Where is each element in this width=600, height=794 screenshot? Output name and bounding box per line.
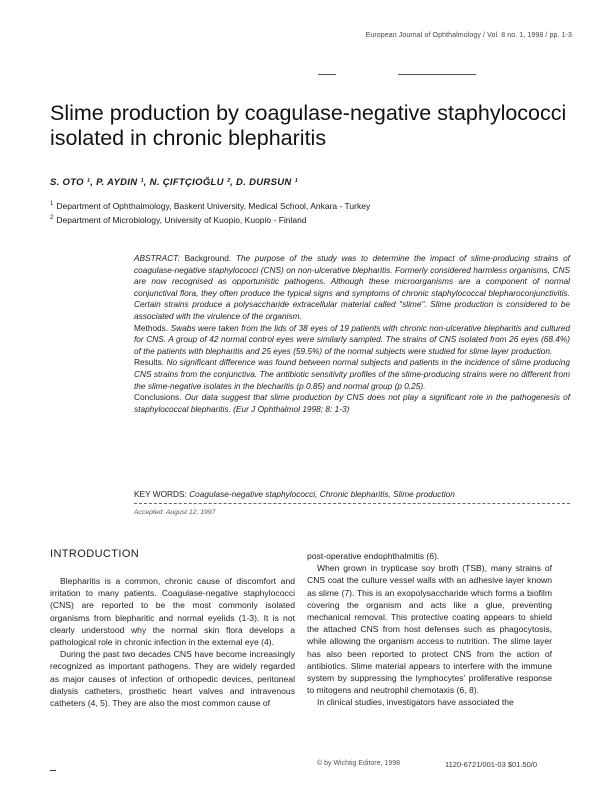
keywords-divider [134, 503, 570, 504]
results-lead: Results. [134, 357, 164, 368]
footer-copyright: © by Wichtig Editore, 1998 [317, 760, 400, 767]
conclusions-lead: Conclusions. [134, 392, 182, 403]
paragraph: During the past two decades CNS have become increasingly recognized as important pathogens. They are widely regarded as major causes of infection of orthopedic devices, peritoneal dialysis catheters, prosthetic heart valves and intravenous catheters (4, 5). They are also the most common cause of [50, 649, 295, 709]
affiliation-2: $^2$ Department of Microbiology, University of Kuopio, Kuopio - Finland [50, 214, 307, 225]
abstract-conclusions [134, 392, 570, 415]
paragraph: In clinical studies, investigators have associated the [317, 697, 514, 708]
affiliation-1: $^1$ Department of Ophthalmology, Baskent University, Medical School, Ankara - Turkey [50, 200, 371, 211]
section-title-introduction: INTRODUCTION [50, 548, 140, 560]
header-rule-long [398, 74, 476, 75]
keywords-text: Coagulase-negative staphylococci, Chronic blepharitis, Slime production [189, 489, 455, 499]
results-text: No significant difference was found between normal subjects and patients in the incidence of slime producing CNS strains from the conjunctiva. The antibiotic sensitivity profiles of the slime-producing strains were no different from the slime-negative isolates in the blecharitis (p 0.85) and normal group (p 0.25). [134, 357, 570, 391]
footer-code: 1120-6721/001-03 $01.50/0 [445, 760, 538, 769]
abstract-results [134, 357, 570, 392]
conclusions-text: Our data suggest that slime production by CNS does not play a significant role in the pathogenesis of staphylococcal blepharitis. (Eur J Ophthalmol 1998; 8: 1-3) [134, 392, 571, 414]
abstract [134, 253, 570, 415]
paragraph: Blepharitis is a common, chronic cause of discomfort and irritation to many patients. Coagulase-negative staphylococci (CNS) are reported to be the most commonly isolated organisms from blepharitic and normal eyelids (1-3). It is not clearly understood why the normal skin flora develops a pathological role in chronic infection in the external eye (4). [50, 576, 295, 648]
keywords [134, 489, 570, 499]
abstract-label: ABSTRACT: [134, 253, 180, 263]
abstract-methods [134, 323, 570, 358]
running-head: European Journal of Ophthalmology / Vol. 8 no. 1, 1998 / pp. 1-3 [365, 32, 572, 39]
affiliations [50, 198, 370, 226]
paragraph-continued: post-operative endophthalmitis (6). [307, 551, 440, 561]
author-list: S. OTO ¹, P. AYDIN ¹, N. ÇIFTÇIOĞLU ², D. DURSUN ¹ [50, 177, 298, 188]
methods-text: Swabs were taken from the lids of 38 eyes of 19 patients with chronic non-ulcerative blepharitis and cultured for CNS. A group of 42 normal control eyes were similarly sampled. The strains of CNS isolated from 26 eyes (68.4%) of the patients with blepharitis and 25 eyes (59.5%) of the normal subjects were studied for slime layer production. [134, 322, 570, 356]
paragraph: When grown in trypticase soy broth (TSB), many strains of CNS coat the culture vessel walls with an adhesive layer known as slime (7). This is an exopolysaccharide which forms a biofilm covering the organism and acts like a glue, preventing mechanical removal. This protective coating appears to shield the attached CNS from host defenses such as phagocytosis, while allowing the organism access to nutrition. The slime layer has also been reported to protect CNS from the action of antibiotics. Slime material appears to interfere with the immune system by suppressing the lymphocytes' proliferative response to mitogens and neutrophil chemotaxis (6, 8). [307, 563, 552, 696]
header-rule-short [318, 74, 336, 75]
body-column-left [50, 575, 295, 709]
abstract-background [134, 253, 570, 323]
background-text: The purpose of the study was to determine the impact of slime-producing strains of coagulase-negative staphylococci (CNS) on non-ulcerative blepharitis. Formerly considered harmless organisms, CNS are now recognised as opportunistic pathogens. Although these microorganisms are a component of normal conjunctival flora, they often produce the typical signs and symptoms of chronic staphylococcal blepharoconjunctivitis. Certain strains produce a polysaccharide extracellular material called "slime". Slime production is considered to be associated with the virulence of the organism. [134, 253, 570, 321]
accepted-date: Accepted: August 12, 1997 [134, 509, 216, 516]
background-lead: Background. [184, 253, 232, 263]
methods-lead: Methods. [134, 322, 169, 333]
body-column-right [307, 550, 552, 709]
article-title: Slime production by coagulase-negative staphylococci isolated in chronic blepharitis [50, 101, 567, 150]
footer-mark [50, 770, 56, 771]
keywords-label: KEY WORDS: [134, 489, 187, 499]
